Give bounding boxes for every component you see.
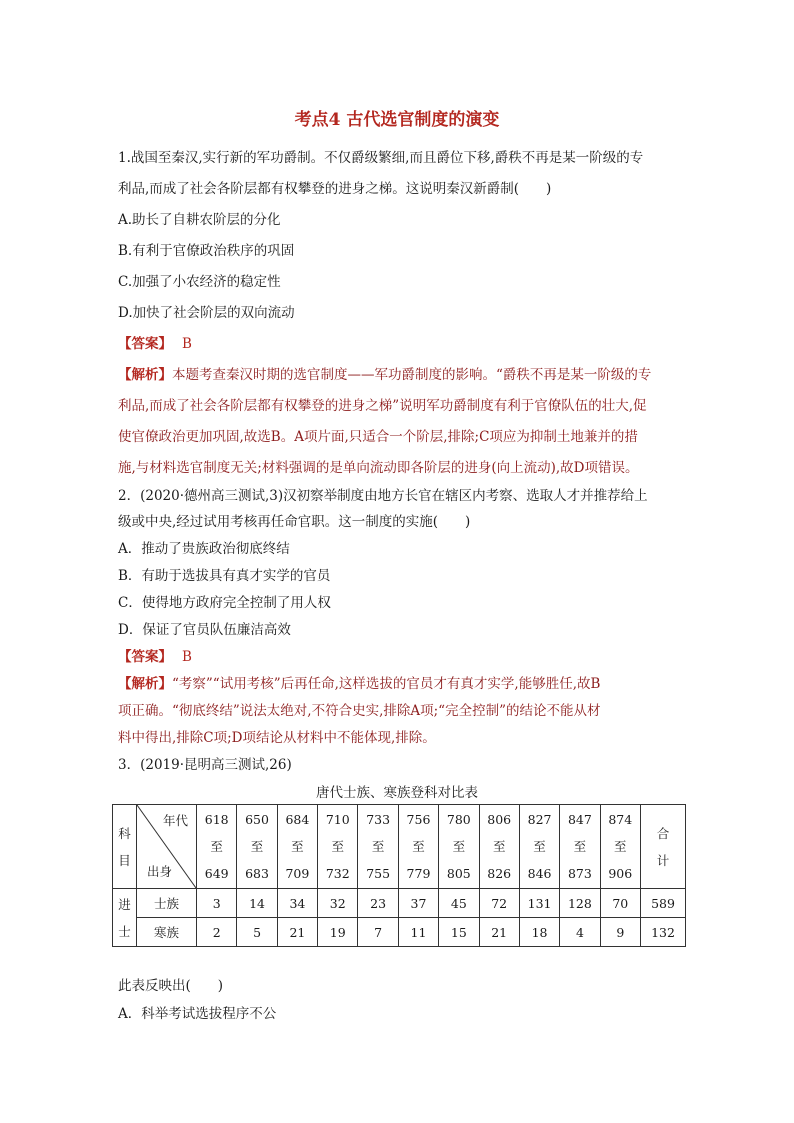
total-cell: 589 — [641, 889, 686, 918]
comparison-table — [112, 804, 686, 947]
table-cell: 9 — [600, 918, 640, 947]
q2-stem-line2: 级或中央,经过试用考核再任命官职。这一制度的实施( ) — [118, 514, 471, 530]
table-cell: 5 — [237, 918, 277, 947]
table-cell: 45 — [439, 889, 479, 918]
table-cell: 131 — [519, 889, 559, 918]
period-header: 710 至 732 — [318, 805, 358, 889]
row-label: 寒族 — [137, 918, 197, 947]
table-cell: 19 — [318, 918, 358, 947]
period-header: 806 至 826 — [479, 805, 519, 889]
q1-answer — [118, 332, 192, 352]
q1-option-b: B.有利于官僚政治秩序的巩固 — [118, 243, 295, 259]
q2-option-c: C．使得地方政府完全控制了用人权 — [118, 595, 331, 611]
total-header: 合 计 — [641, 805, 686, 889]
period-header: 650 至 683 — [237, 805, 277, 889]
period-header: 756 至 779 — [398, 805, 438, 889]
q1-stem-line1: 1.战国至秦汉,实行新的军功爵制。不仅爵级繁细,而且爵位下移,爵秩不再是某一阶级的专 — [118, 150, 644, 166]
table-cell: 3 — [197, 889, 237, 918]
table-cell: 11 — [398, 918, 438, 947]
answer-letter: B — [182, 649, 192, 665]
q3-reflect: 此表反映出( ) — [118, 978, 224, 994]
q2-option-a: A．推动了贵族政治彻底终结 — [118, 541, 290, 557]
period-header: 827 至 846 — [519, 805, 559, 889]
table-cell: 18 — [519, 918, 559, 947]
table-cell: 2 — [197, 918, 237, 947]
row-label: 士族 — [137, 889, 197, 918]
q1-analysis-line1 — [118, 363, 651, 383]
analysis-text: 本题考查秦汉时期的选官制度——军功爵制度的影响。“爵秩不再是某一阶级的专 — [172, 367, 652, 383]
q3-option-a: A．科举考试选拔程序不公 — [118, 1006, 277, 1022]
period-header: 618 至 649 — [197, 805, 237, 889]
table-cell: 14 — [237, 889, 277, 918]
table-cell: 15 — [439, 918, 479, 947]
jinshi-label: 进 士 — [113, 889, 137, 947]
q1-analysis-line4: 施,与材料选官制度无关;材料强调的是单向流动即各阶层的进身(向上流动),故D项错误。 — [118, 460, 639, 476]
period-header: 847 至 873 — [560, 805, 600, 889]
period-header: 780 至 805 — [439, 805, 479, 889]
q2-analysis-line3: 料中得出,排除C项;D项结论从材料中不能体现,排除。 — [118, 730, 436, 746]
section-title: 考点4 古代选官制度的演变 — [294, 110, 500, 130]
table-row — [113, 918, 686, 947]
diagonal-header-cell — [137, 805, 197, 889]
q2-analysis-line1 — [118, 672, 600, 692]
q2-stem-line1: 2．(2020·德州高三测试,3)汉初察举制度由地方长官在辖区内考察、选取人才并推荐给上 — [118, 488, 648, 504]
table-caption: 唐代士族、寒族登科对比表 — [316, 785, 478, 801]
table-cell: 32 — [318, 889, 358, 918]
table-cell: 7 — [358, 918, 398, 947]
table-cell: 23 — [358, 889, 398, 918]
analysis-tag: 【解析】 — [118, 676, 172, 692]
period-header: 733 至 755 — [358, 805, 398, 889]
table-cell: 21 — [277, 918, 317, 947]
header-niandai: 年代 — [162, 813, 188, 828]
q2-option-d: D．保证了官员队伍廉洁高效 — [118, 622, 291, 638]
table-header-row — [113, 805, 686, 889]
header-chushen: 出身 — [147, 864, 173, 879]
table-cell: 34 — [277, 889, 317, 918]
table-cell: 37 — [398, 889, 438, 918]
analysis-text: “考察”“试用考核”后再任命,这样选拔的官员才有真才实学,能够胜任,故B — [172, 676, 601, 692]
period-header: 684 至 709 — [277, 805, 317, 889]
q1-analysis-line2: 利品,而成了社会各阶层都有权攀登的进身之梯”说明军功爵制度有利于官僚队伍的壮大,促 — [118, 398, 647, 414]
answer-tag: 【答案】 — [118, 336, 172, 352]
period-header: 874 至 906 — [600, 805, 640, 889]
answer-letter: B — [182, 336, 192, 352]
total-cell: 132 — [641, 918, 686, 947]
table-cell: 4 — [560, 918, 600, 947]
q1-analysis-line3: 使官僚政治更加巩固,故选B。A项片面,只适合一个阶层,排除;C项应为抑制土地兼并的措 — [118, 429, 638, 445]
table-cell: 128 — [560, 889, 600, 918]
analysis-tag: 【解析】 — [118, 367, 172, 383]
q1-option-c: C.加强了小农经济的稳定性 — [118, 274, 281, 290]
answer-tag: 【答案】 — [118, 649, 172, 665]
table-cell: 21 — [479, 918, 519, 947]
q2-answer — [118, 645, 192, 665]
header-keyu: 科 目 — [113, 805, 137, 889]
q1-option-a: A.助长了自耕农阶层的分化 — [118, 212, 281, 228]
q3-stem: 3．(2019·昆明高三测试,26) — [118, 757, 292, 773]
table-row — [113, 889, 686, 918]
q1-option-d: D.加快了社会阶层的双向流动 — [118, 305, 295, 321]
q2-analysis-line2: 项正确。“彻底终结”说法太绝对,不符合史实,排除A项;“完全控制”的结论不能从材 — [118, 703, 601, 719]
table-cell: 72 — [479, 889, 519, 918]
q1-stem-line2: 利品,而成了社会各阶层都有权攀登的进身之梯。这说明秦汉新爵制( ) — [118, 181, 552, 197]
table-cell: 70 — [600, 889, 640, 918]
q2-option-b: B．有助于选拔具有真才实学的官员 — [118, 568, 331, 584]
